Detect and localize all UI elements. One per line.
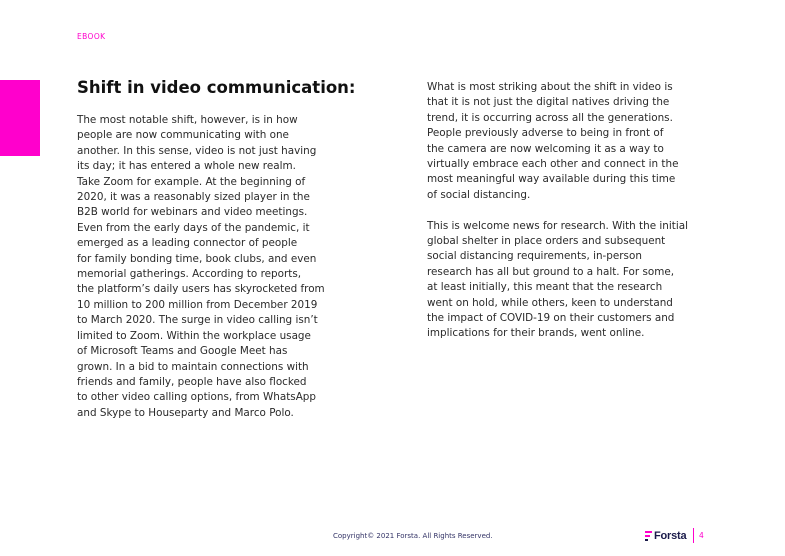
- text-line: of social distancing.: [427, 188, 531, 201]
- logo-wordmark: Forsta: [654, 529, 687, 542]
- text-line: grown. In a bid to maintain connections with: [77, 360, 309, 373]
- copyright-notice: Copyright© 2021 Forsta. All Rights Reserved.: [333, 532, 493, 540]
- text-line: 10 million to 200 million from December 2019: [77, 298, 318, 311]
- text-line: went on hold, while others, keen to understand: [427, 296, 673, 309]
- section-label: EBOOK: [77, 32, 106, 41]
- forsta-logo-icon: [645, 531, 652, 541]
- text-line: to other video calling options, from WhatsApp: [77, 391, 316, 404]
- text-line: trend, it is occurring across all the generations.: [427, 111, 673, 124]
- text-line: of Microsoft Teams and Google Meet has: [77, 345, 288, 358]
- text-line: social distancing requirements, in-person: [427, 250, 642, 263]
- text-line: 2020, it was a reasonably sized player in the: [77, 191, 310, 204]
- text-line: Even from the early days of the pandemic, it: [77, 221, 310, 234]
- text-line: emerged as a leading connector of people: [77, 237, 298, 250]
- accent-bar: [0, 80, 40, 156]
- text-line: the impact of COVID-19 on their customers and: [427, 312, 675, 325]
- text-line: implications for their brands, went online.: [427, 327, 645, 340]
- text-line: memorial gatherings. According to reports,: [77, 268, 302, 281]
- text-line: global shelter in place orders and subsequent: [427, 235, 666, 248]
- text-line: the platform’s daily users has skyrocketed from: [77, 283, 325, 296]
- right-column-text: [427, 80, 699, 342]
- text-line: most meaningful way available during this time: [427, 173, 676, 186]
- paragraph-spacer: [427, 203, 699, 218]
- page-heading: Shift in video communication:: [77, 78, 356, 97]
- forsta-logo: [645, 528, 686, 543]
- text-line: This is welcome news for research. With the initial: [427, 219, 688, 232]
- text-line: that it is not just the digital natives driving the: [427, 96, 670, 109]
- text-line: at least initially, this meant that the research: [427, 281, 663, 294]
- text-line: for family bonding time, book clubs, and even: [77, 252, 317, 265]
- text-line: to March 2020. The surge in video calling isn’t: [77, 314, 318, 327]
- text-line: B2B world for webinars and video meetings.: [77, 206, 308, 219]
- text-line: the camera are now welcoming it as a way to: [427, 142, 664, 155]
- text-line: What is most striking about the shift in video is: [427, 81, 673, 93]
- text-line: limited to Zoom. Within the workplace usage: [77, 329, 311, 342]
- text-line: People previously adverse to being in front of: [427, 127, 664, 140]
- page-number: 4: [699, 531, 704, 540]
- text-line: research has all but ground to a halt. For some,: [427, 265, 675, 278]
- text-line: The most notable shift, however, is in how: [77, 114, 298, 126]
- text-line: and Skype to Houseparty and Marco Polo.: [77, 406, 294, 419]
- text-line: friends and family, people have also flocked: [77, 375, 307, 388]
- text-line: people are now communicating with one: [77, 129, 289, 142]
- text-line: another. In this sense, video is not just having: [77, 144, 317, 157]
- left-column-text: [77, 113, 339, 421]
- text-line: Take Zoom for example. At the beginning of: [77, 175, 306, 188]
- paragraph-2: [427, 219, 699, 342]
- footer-divider: [693, 528, 694, 543]
- text-line: virtually embrace each other and connect in the: [427, 158, 679, 171]
- text-line: its day; it has entered a whole new realm.: [77, 160, 296, 173]
- paragraph-1: [427, 80, 699, 203]
